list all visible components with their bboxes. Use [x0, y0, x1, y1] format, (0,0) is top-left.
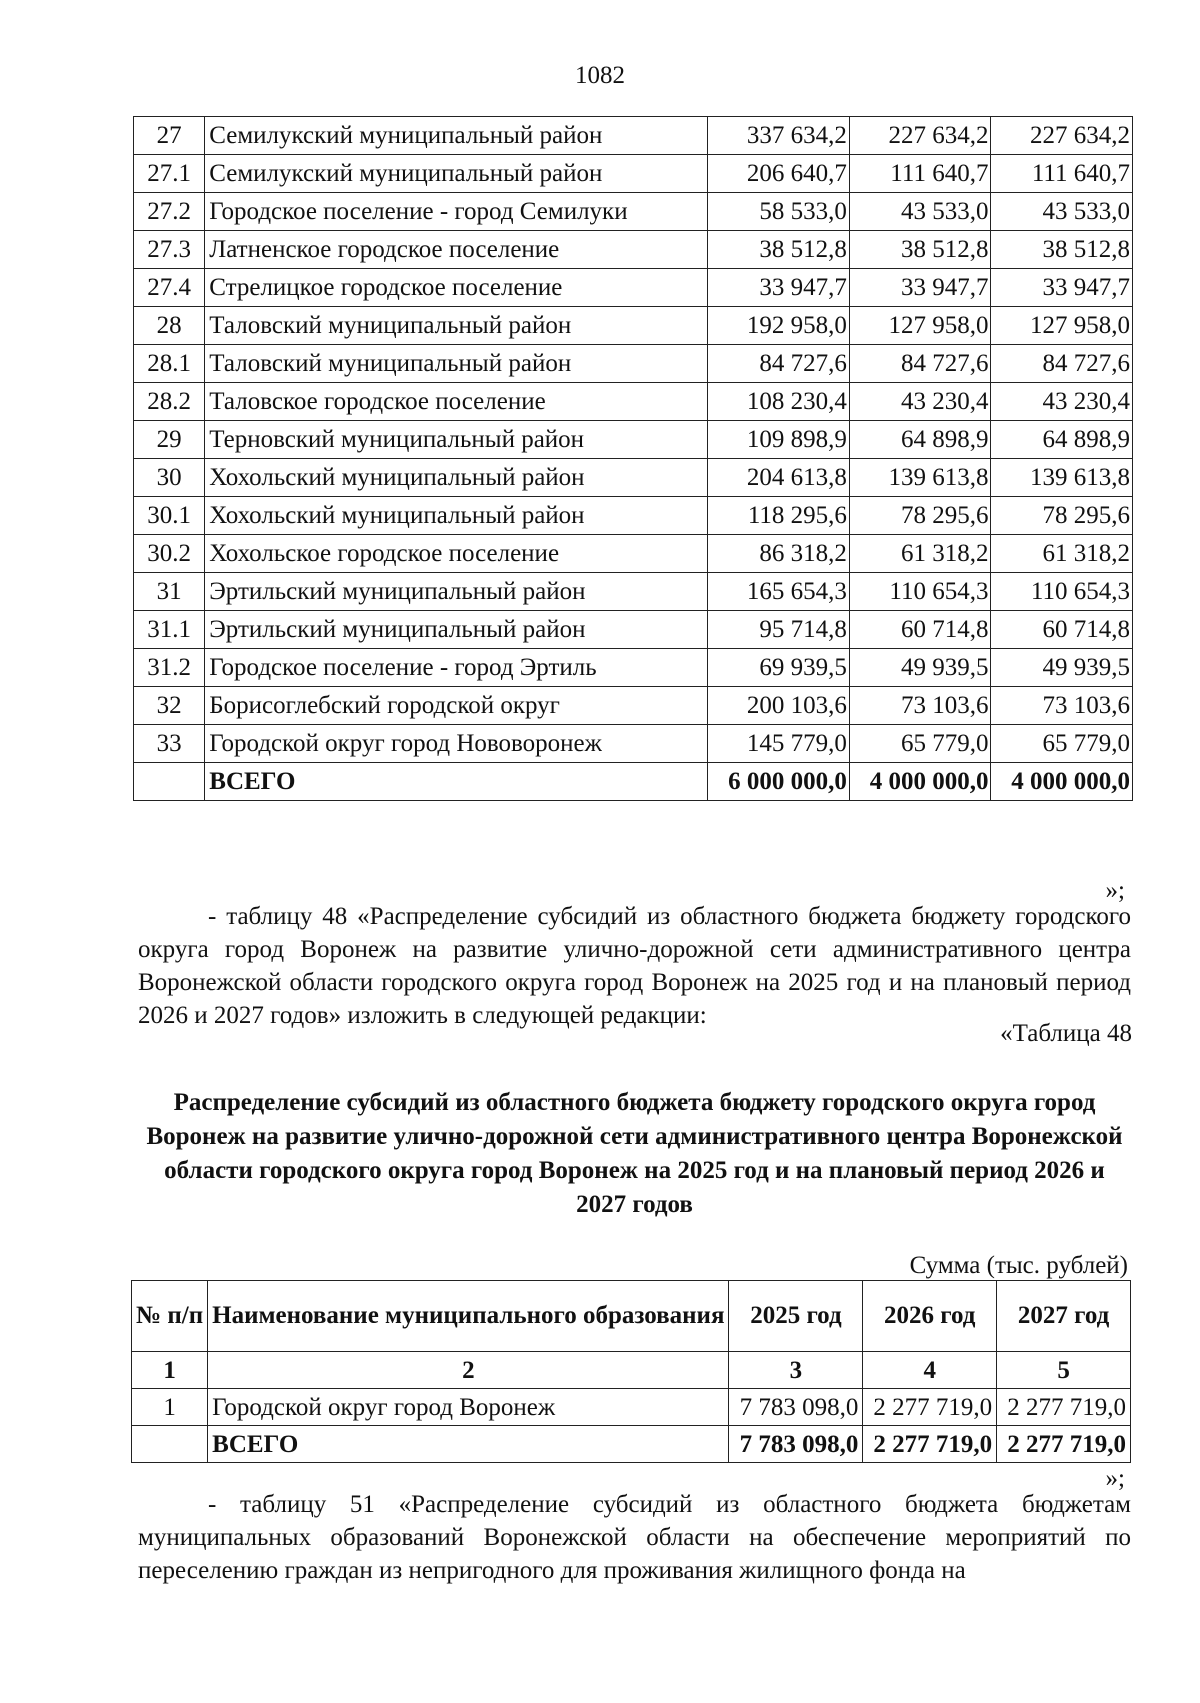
row-value-2025: 337 634,2	[708, 117, 850, 155]
row-value-2025: 165 654,3	[708, 573, 850, 611]
row-num: 28.2	[134, 383, 205, 421]
row-name: Эртильский муниципальный район	[205, 611, 708, 649]
row-value-2026: 64 898,9	[849, 421, 991, 459]
row-value-2027: 65 779,0	[991, 725, 1133, 763]
total-value-2027: 4 000 000,0	[991, 763, 1133, 801]
row-value-2026: 43 230,4	[849, 383, 991, 421]
row-value-2027: 139 613,8	[991, 459, 1133, 497]
table-row	[134, 117, 1133, 155]
row-name: Эртильский муниципальный район	[205, 573, 708, 611]
paragraph-text: - таблицу 48 «Распределение субсидий из областного бюджета бюджету городского округа город Воронеж на развитие улично-дорожной сети административного центра Воронежской области городского округа город Воронеж на 2025 год и на плановый период 2026 и 2027 годов» изложить в следующей редакции:	[138, 903, 1131, 1029]
units-label: Сумма (тыс. рублей)	[909, 1252, 1128, 1279]
total-value-2027: 2 277 719,0	[997, 1426, 1131, 1463]
colnum-2: 2	[208, 1352, 729, 1389]
row-num: 27	[134, 117, 205, 155]
row-value-2027: 73 103,6	[991, 687, 1133, 725]
paragraph-table-48-instruction	[138, 900, 1131, 1032]
total-label: ВСЕГО	[208, 1426, 729, 1463]
paragraph-text: - таблицу 51 «Распределение субсидий из областного бюджета бюджетам муниципальных образований Воронежской области на обеспечение мероприятий по переселению граждан из непригодного для проживания жилищного фонда на	[138, 1491, 1131, 1584]
row-value-2025: 108 230,4	[708, 383, 850, 421]
table-row	[134, 687, 1133, 725]
row-name: Городское поселение - город Семилуки	[205, 193, 708, 231]
table-row	[134, 573, 1133, 611]
row-name: Таловский муниципальный район	[205, 345, 708, 383]
row-value-2026: 139 613,8	[849, 459, 991, 497]
row-value-2027: 49 939,5	[991, 649, 1133, 687]
table-row	[134, 155, 1133, 193]
row-num: 33	[134, 725, 205, 763]
row-num: 27.4	[134, 269, 205, 307]
row-name: Хохольский муниципальный район	[205, 497, 708, 535]
row-value-2026: 127 958,0	[849, 307, 991, 345]
row-num: 30	[134, 459, 205, 497]
row-value-2027: 38 512,8	[991, 231, 1133, 269]
row-name: Борисоглебский городской округ	[205, 687, 708, 725]
total-value-2026: 2 277 719,0	[863, 1426, 997, 1463]
row-value-2025: 145 779,0	[708, 725, 850, 763]
table-row	[134, 231, 1133, 269]
row-value-2025: 206 640,7	[708, 155, 850, 193]
total-label: ВСЕГО	[205, 763, 708, 801]
row-num: 27.2	[134, 193, 205, 231]
table-row	[134, 611, 1133, 649]
row-name: Латненское городское поселение	[205, 231, 708, 269]
row-name: Таловское городское поселение	[205, 383, 708, 421]
row-value-2026: 227 634,2	[849, 117, 991, 155]
table-row	[134, 535, 1133, 573]
row-value-2027: 61 318,2	[991, 535, 1133, 573]
row-value-2025: 7 783 098,0	[729, 1389, 863, 1426]
row-name: Стрелицкое городское поселение	[205, 269, 708, 307]
row-value-2025: 69 939,5	[708, 649, 850, 687]
table-row	[134, 459, 1133, 497]
row-value-2027: 111 640,7	[991, 155, 1133, 193]
colnum-3: 3	[729, 1352, 863, 1389]
row-value-2025: 95 714,8	[708, 611, 850, 649]
row-num: 27.1	[134, 155, 205, 193]
row-value-2025: 38 512,8	[708, 231, 850, 269]
row-value-2026: 61 318,2	[849, 535, 991, 573]
row-value-2026: 65 779,0	[849, 725, 991, 763]
row-value-2026: 111 640,7	[849, 155, 991, 193]
total-value-2025: 7 783 098,0	[729, 1426, 863, 1463]
page-number: 1082	[575, 62, 625, 89]
table-row	[134, 307, 1133, 345]
quote-close: »;	[1105, 877, 1125, 904]
row-value-2027: 43 230,4	[991, 383, 1133, 421]
row-value-2025: 86 318,2	[708, 535, 850, 573]
row-value-2026: 110 654,3	[849, 573, 991, 611]
row-num: 30.1	[134, 497, 205, 535]
row-value-2027: 127 958,0	[991, 307, 1133, 345]
header-2025: 2025 год	[729, 1281, 863, 1352]
row-value-2025: 204 613,8	[708, 459, 850, 497]
row-value-2026: 60 714,8	[849, 611, 991, 649]
row-value-2026: 2 277 719,0	[863, 1389, 997, 1426]
row-value-2026: 49 939,5	[849, 649, 991, 687]
row-value-2026: 43 533,0	[849, 193, 991, 231]
row-value-2026: 84 727,6	[849, 345, 991, 383]
row-num: 28	[134, 307, 205, 345]
row-value-2027: 2 277 719,0	[997, 1389, 1131, 1426]
total-value-2026: 4 000 000,0	[849, 763, 991, 801]
table-row	[134, 497, 1133, 535]
row-num: 31.2	[134, 649, 205, 687]
row-value-2027: 227 634,2	[991, 117, 1133, 155]
row-value-2027: 33 947,7	[991, 269, 1133, 307]
row-value-2026: 78 295,6	[849, 497, 991, 535]
table-row	[134, 421, 1133, 459]
row-value-2025: 33 947,7	[708, 269, 850, 307]
row-name: Таловский муниципальный район	[205, 307, 708, 345]
row-num: 29	[134, 421, 205, 459]
row-value-2025: 109 898,9	[708, 421, 850, 459]
colnum-5: 5	[997, 1352, 1131, 1389]
total-row	[134, 763, 1133, 801]
row-name: Семилукский муниципальный район	[205, 117, 708, 155]
row-name: Хохольский муниципальный район	[205, 459, 708, 497]
row-value-2027: 60 714,8	[991, 611, 1133, 649]
total-row	[132, 1426, 1131, 1463]
row-value-2026: 38 512,8	[849, 231, 991, 269]
paragraph-table-51-instruction	[138, 1488, 1131, 1587]
row-value-2025: 118 295,6	[708, 497, 850, 535]
total-value-2025: 6 000 000,0	[708, 763, 850, 801]
table-row	[134, 649, 1133, 687]
row-num: 31.1	[134, 611, 205, 649]
total-num	[132, 1426, 208, 1463]
row-value-2025: 192 958,0	[708, 307, 850, 345]
row-num: 31	[134, 573, 205, 611]
colnum-1: 1	[132, 1352, 208, 1389]
row-num: 32	[134, 687, 205, 725]
header-2027: 2027 год	[997, 1281, 1131, 1352]
row-num: 30.2	[134, 535, 205, 573]
row-name: Хохольское городское поселение	[205, 535, 708, 573]
row-value-2026: 33 947,7	[849, 269, 991, 307]
table-row	[134, 345, 1133, 383]
row-num: 1	[132, 1389, 208, 1426]
row-value-2026: 73 103,6	[849, 687, 991, 725]
table-48-heading: Распределение субсидий из областного бюджета бюджету городского округа город Воронеж на развитие улично-дорожной сети административного центра Воронежской области городского округа город Воронеж на 2025 год и на плановый период 2026 и 2027 годов	[146, 1089, 1123, 1218]
row-value-2025: 58 533,0	[708, 193, 850, 231]
subsidy-table-continued	[133, 116, 1133, 801]
subsidy-table-body	[134, 117, 1133, 801]
row-value-2027: 78 295,6	[991, 497, 1133, 535]
row-name: Семилукский муниципальный район	[205, 155, 708, 193]
header-name: Наименование муниципального образования	[208, 1281, 729, 1352]
row-value-2027: 64 898,9	[991, 421, 1133, 459]
table-row	[134, 383, 1133, 421]
table-row	[134, 269, 1133, 307]
row-value-2025: 200 103,6	[708, 687, 850, 725]
row-value-2025: 84 727,6	[708, 345, 850, 383]
total-num	[134, 763, 205, 801]
row-value-2027: 110 654,3	[991, 573, 1133, 611]
table-caption: «Таблица 48	[1000, 1020, 1132, 1047]
table-row	[134, 193, 1133, 231]
row-value-2027: 84 727,6	[991, 345, 1133, 383]
table-row	[134, 725, 1133, 763]
row-name: Городской округ город Нововоронеж	[205, 725, 708, 763]
header-num: № п/п	[132, 1281, 208, 1352]
row-num: 28.1	[134, 345, 205, 383]
header-2026: 2026 год	[863, 1281, 997, 1352]
row-num: 27.3	[134, 231, 205, 269]
row-value-2027: 43 533,0	[991, 193, 1133, 231]
row-name: Терновский муниципальный район	[205, 421, 708, 459]
column-number-row	[132, 1352, 1131, 1389]
row-name: Городское поселение - город Эртиль	[205, 649, 708, 687]
row-name: Городской округ город Воронеж	[208, 1389, 729, 1426]
table-row	[132, 1389, 1131, 1426]
quote-close-2: »;	[1105, 1465, 1125, 1492]
table-48	[131, 1280, 1131, 1463]
colnum-4: 4	[863, 1352, 997, 1389]
table-header-row	[132, 1281, 1131, 1352]
